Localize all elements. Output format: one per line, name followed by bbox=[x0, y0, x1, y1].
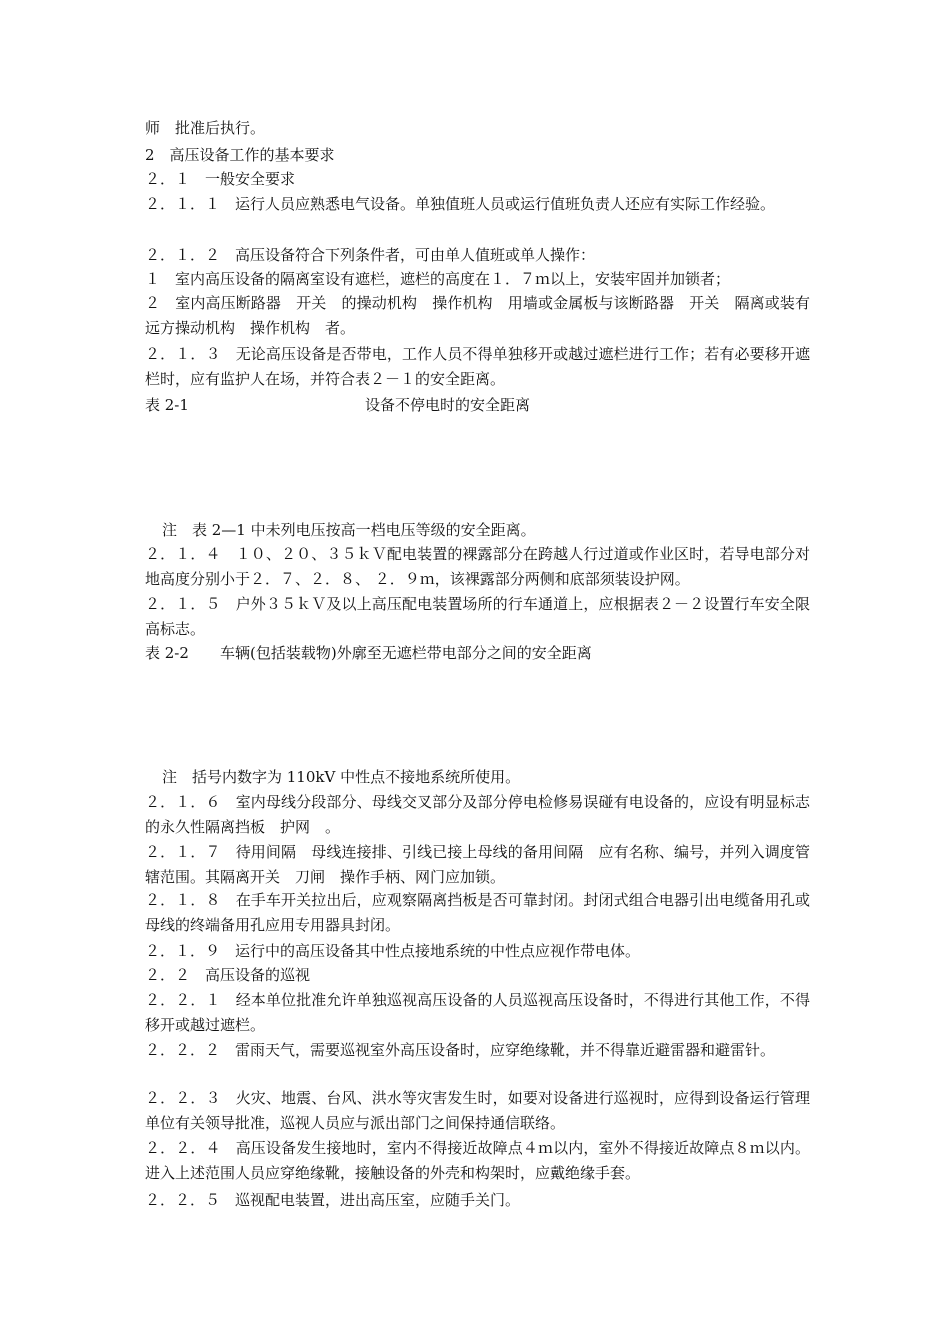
paragraph: ２．１．８ 在手车开关拉出后，应观察隔离挡板是否可靠封闭。封闭式组合电器引出电缆备用孔或母线的终端备用孔应用专用器具封闭。 bbox=[145, 891, 810, 934]
subsection-heading: ２．１ 一般安全要求 bbox=[145, 170, 296, 188]
text-line: ２．２．５ 巡视配电装置，进出高压室，应随手关门。 bbox=[145, 1191, 521, 1209]
paragraph: ２．１．４ １０、２０、３５ｋＶ配电装置的裸露部分在跨越人行过道或作业区时，若导电部分对地高度分别小于２．７、２．８、 ２．９ｍ，该裸露部分两侧和底部须装设护网。 bbox=[145, 545, 810, 588]
paragraph: ２．２．４ 高压设备发生接地时，室内不得接近故障点４ｍ以内，室外不得接近故障点８ｍ以内。进入上述范围人员应穿绝缘靴，接触设备的外壳和构架时，应戴绝缘手套。 bbox=[145, 1139, 810, 1182]
table-note: 注 括号内数字为 110kV 中性点不接地系统所使用。 bbox=[162, 768, 521, 786]
section-heading: 2 高压设备工作的基本要求 bbox=[145, 146, 335, 164]
list-item: １ 室内高压设备的隔离室设有遮栏，遮栏的高度在１．７ｍ以上，安装牢固并加锁者； bbox=[145, 270, 731, 288]
paragraph: ２．１．７ 待用间隔 母线连接排、引线已接上母线的备用间隔 应有名称、编号，并列入调度管辖范围。其隔离开关 刀闸 操作手柄、网门应加锁。 bbox=[145, 843, 810, 886]
table-caption-title: 车辆(包括装载物)外廓至无遮栏带电部分之间的安全距离 bbox=[220, 644, 592, 662]
paragraph: ２．２．３ 火灾、地震、台风、洪水等灾害发生时，如要对设备进行巡视时，应得到设备运行管理单位有关领导批准，巡视人员应与派出部门之间保持通信联络。 bbox=[145, 1089, 810, 1132]
paragraph: ２．２．２ 雷雨天气，需要巡视室外高压设备时，应穿绝缘靴，并不得靠近避雷器和避雷针。 bbox=[145, 1041, 776, 1059]
table-caption-title: 设备不停电时的安全距离 bbox=[365, 396, 531, 414]
subsection-heading: ２．２ 高压设备的巡视 bbox=[145, 966, 311, 984]
text-line: ２．１．２ 高压设备符合下列条件者，可由单人值班或单人操作： bbox=[145, 246, 596, 264]
paragraph: ２．１．３ 无论高压设备是否带电，工作人员不得单独移开或越过遮栏进行工作；若有必要移开遮栏时，应有监护人在场，并符合表２－１的安全距离。 bbox=[145, 345, 810, 388]
table-caption-label: 表 2-1 bbox=[145, 396, 189, 414]
paragraph: ２．１．５ 户外３５ｋＶ及以上高压配电装置场所的行车通道上，应根据表２－２设置行车安全限高标志。 bbox=[145, 595, 810, 638]
paragraph: ２．１．６ 室内母线分段部分、母线交叉部分及部分停电检修易误碰有电设备的，应设有明显标志的永久性隔离挡板 护网 。 bbox=[145, 793, 810, 836]
table-note: 注 表 2—1 中未列电压按高一档电压等级的安全距离。 bbox=[162, 521, 536, 539]
text-line: 师 批准后执行。 bbox=[145, 119, 266, 137]
paragraph: ２．１．１ 运行人员应熟悉电气设备。单独值班人员或运行值班负责人还应有实际工作经验。 bbox=[145, 195, 776, 213]
paragraph: ２．２．１ 经本单位批准允许单独巡视高压设备的人员巡视高压设备时，不得进行其他工作，不得移开或越过遮栏。 bbox=[145, 991, 810, 1034]
table-caption-label: 表 2-2 bbox=[145, 644, 189, 662]
list-item: ２ 室内高压断路器 开关 的操动机构 操作机构 用墙或金属板与该断路器 开关 隔离或装有远方操动机构 操作机构 者。 bbox=[145, 294, 810, 337]
text-line: ２．１．９ 运行中的高压设备其中性点接地系统的中性点应视作带电体。 bbox=[145, 942, 641, 960]
